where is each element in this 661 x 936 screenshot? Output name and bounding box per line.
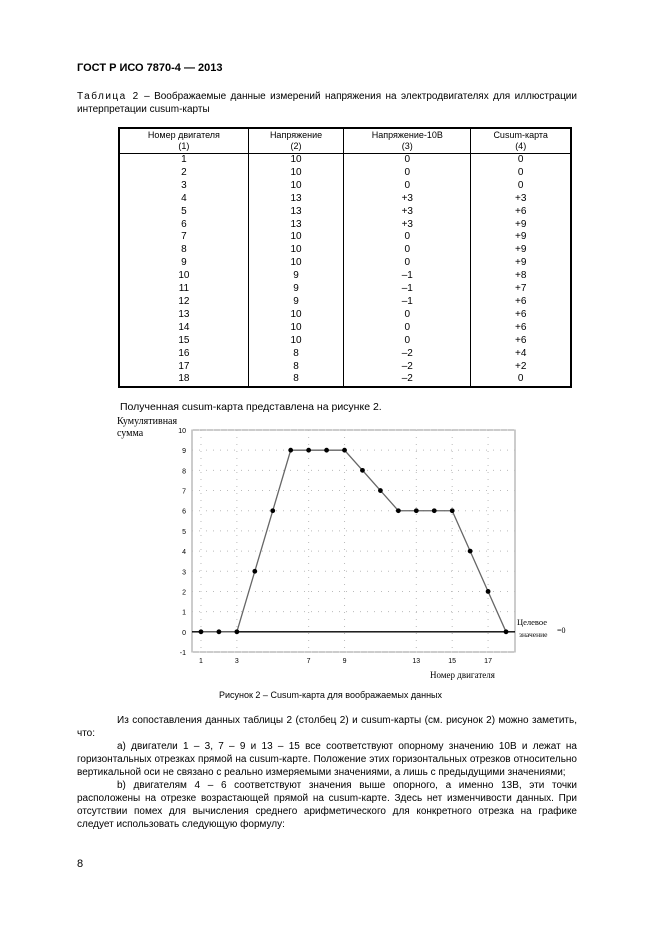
table-row [119,348,571,361]
data-point [504,629,509,634]
table-body [119,154,571,388]
x-tick-label: 1 [199,658,203,665]
table-cell: 10 [119,270,248,283]
table-cell: 14 [119,322,248,335]
table-cell: 13 [119,309,248,322]
table-cell: 0 [344,322,471,335]
document-header: ГОСТ Р ИСО 7870-4 — 2013 [77,62,223,74]
table-row [119,231,571,244]
y-tick-label: 0 [182,629,186,637]
table-cell: +2 [471,361,571,374]
table-row [119,322,571,335]
table-cell: –1 [344,296,471,309]
table-cell: 9 [248,283,343,296]
table-cell: –2 [344,348,471,361]
y-tick-label: 7 [182,488,186,496]
chart-y-label: Кумулятивная сумма [117,416,178,439]
table-cell: +9 [471,231,571,244]
data-table [118,127,572,388]
table-row [119,219,571,232]
data-point [360,468,365,473]
data-point [342,448,347,453]
paragraph: b) двигателям 4 – 6 соответствуют значения выше опорного, а именно 13В, эти точки расположены на отрезке возрастающей прямой на cusum-карте. Здесь нет изменчивости данных. При отсутствии помех для вычисления среднего арифметического для конкретного отрезка на графике следует использовать следующую формулу: [77,780,577,830]
table-cell: 9 [248,270,343,283]
table-cell: 12 [119,296,248,309]
table-header-row [119,128,571,154]
table-cell: 10 [248,231,343,244]
x-tick-label: 13 [412,658,421,665]
table-cell: 16 [119,348,248,361]
column-header: Напряжение-10В (3) [344,128,471,154]
table-row [119,283,571,296]
figure-caption: Рисунок 2 – Cusum-карта для воображаемых данных [218,690,443,700]
table-cell: 8 [248,348,343,361]
data-point [306,448,311,453]
table-cell: 10 [248,257,343,270]
table-cell: 10 [248,309,343,322]
table-cell: +3 [344,206,471,219]
table-cell: 5 [119,206,248,219]
table-cell: +3 [471,193,571,206]
table-cell: –2 [344,361,471,374]
data-point [199,629,204,634]
table-cell: 13 [248,206,343,219]
intro-text: Полученная cusum-карта представлена на рисунке 2. [120,401,382,413]
page-number: 8 [77,858,84,870]
table-cell: 0 [471,180,571,193]
table-cell: 10 [248,180,343,193]
table-cell: 13 [248,219,343,232]
table-cell: 8 [119,244,248,257]
table-cell: +6 [471,296,571,309]
table-caption-label: Таблица 2 [77,91,140,102]
table-cell: 10 [248,154,343,167]
table-row [119,154,571,167]
table-cell: 9 [119,257,248,270]
column-header: Cusum-карта (4) [471,128,571,154]
data-point [324,448,329,453]
y-tick-label: -1 [179,650,186,657]
table-cell: 0 [471,167,571,180]
table-cell: 13 [248,193,343,206]
data-point [217,629,222,634]
data-point [288,448,293,453]
table-cell: 6 [119,219,248,232]
y-tick-label: 6 [182,508,186,516]
table-cell: –1 [344,270,471,283]
data-point [396,508,401,513]
y-tick-label: 3 [182,569,186,577]
table-cell: 10 [248,322,343,335]
table-cell: +6 [471,206,571,219]
table-row [119,335,571,348]
table-cell: –1 [344,283,471,296]
table-cell: 0 [344,257,471,270]
table-cell: 0 [344,167,471,180]
y-tick-label: 5 [182,528,186,536]
table-cell: +7 [471,283,571,296]
table-cell: 3 [119,180,248,193]
table-cell: +9 [471,257,571,270]
table-row [119,373,571,387]
target-label-1: Целевое [517,616,548,627]
table-cell: 0 [344,231,471,244]
data-point [450,508,455,513]
table-cell: +4 [471,348,571,361]
table-cell: +8 [471,270,571,283]
table-cell: 0 [344,180,471,193]
data-point [432,508,437,513]
table-cell: 4 [119,193,248,206]
x-tick-label: 7 [306,658,311,665]
y-tick-label: 9 [182,448,186,456]
table-row [119,257,571,270]
table-row [119,270,571,283]
table-row [119,244,571,257]
table-cell: 8 [248,373,343,387]
column-header: Напряжение (2) [248,128,343,154]
table-row [119,193,571,206]
table-cell: 0 [471,154,571,167]
table-cell: +9 [471,244,571,257]
table-cell: 11 [119,283,248,296]
table-cell: +6 [471,335,571,348]
table-cell: –2 [344,373,471,387]
target-label-2: значение [519,629,548,639]
table-row [119,361,571,374]
table-cell: 1 [119,154,248,167]
data-point [486,589,491,594]
paragraph: Из сопоставления данных таблицы 2 (столбец 2) и cusum-карты (см. рисунок 2) можно заметить, что: [77,715,577,739]
table-cell: 0 [344,309,471,322]
table-cell: 15 [119,335,248,348]
x-tick-label: 15 [448,658,457,665]
table-cell: 10 [248,244,343,257]
data-point [252,569,257,574]
data-point [468,549,473,554]
table-cell: +6 [471,322,571,335]
x-tick-label: 9 [342,658,347,665]
paragraph: a) двигатели 1 – 3, 7 – 9 и 13 – 15 все соответствуют опорному значению 10В и лежат на горизонтальных отрезках прямой на cusum-карте. Положение этих горизонтальных отрезков относительно вертикальной оси не связано с реально измеряемыми значениями, а лишь с предыдущими значениями; [77,741,577,778]
table-row [119,296,571,309]
y-tick-label: 1 [182,609,186,617]
table-row [119,206,571,219]
table-cell: +3 [344,193,471,206]
table-cell: +9 [471,219,571,232]
table-cell: 2 [119,167,248,180]
y-tick-label: 2 [182,589,186,597]
table-cell: 10 [248,335,343,348]
data-point [378,488,383,493]
table-cell: 0 [344,154,471,167]
table-cell: 17 [119,361,248,374]
table-caption [77,90,577,116]
y-tick-label: 4 [182,549,186,557]
table-cell: +6 [471,309,571,322]
table-row [119,167,571,180]
table-cell: 10 [248,167,343,180]
table-cell: 0 [344,244,471,257]
table-cell: 8 [248,361,343,374]
data-point [234,629,239,634]
body-text [77,714,577,831]
table-cell: 9 [248,296,343,309]
target-value: =0 [557,625,566,635]
table-cell: +3 [344,219,471,232]
x-axis-title: Номер двигателя [430,670,495,680]
x-tick-label: 17 [484,658,492,665]
table-caption-text: – Воображаемые данные измерений напряжения на электродвигателях для иллюстрации интерпретации cusum-карты [77,91,577,115]
table-cell: 0 [471,373,571,387]
table-cell: 0 [344,335,471,348]
table-row [119,180,571,193]
table-cell: 7 [119,231,248,244]
data-point [414,508,419,513]
column-header: Номер двигателя (1) [119,128,248,154]
y-tick-label: 8 [182,468,186,476]
data-point [270,508,275,513]
table-cell: 18 [119,373,248,387]
cusum-chart [170,422,590,684]
cusum-series-line [201,450,506,632]
x-tick-label: 3 [234,658,239,665]
table-row [119,309,571,322]
y-tick-label: 10 [178,428,186,435]
